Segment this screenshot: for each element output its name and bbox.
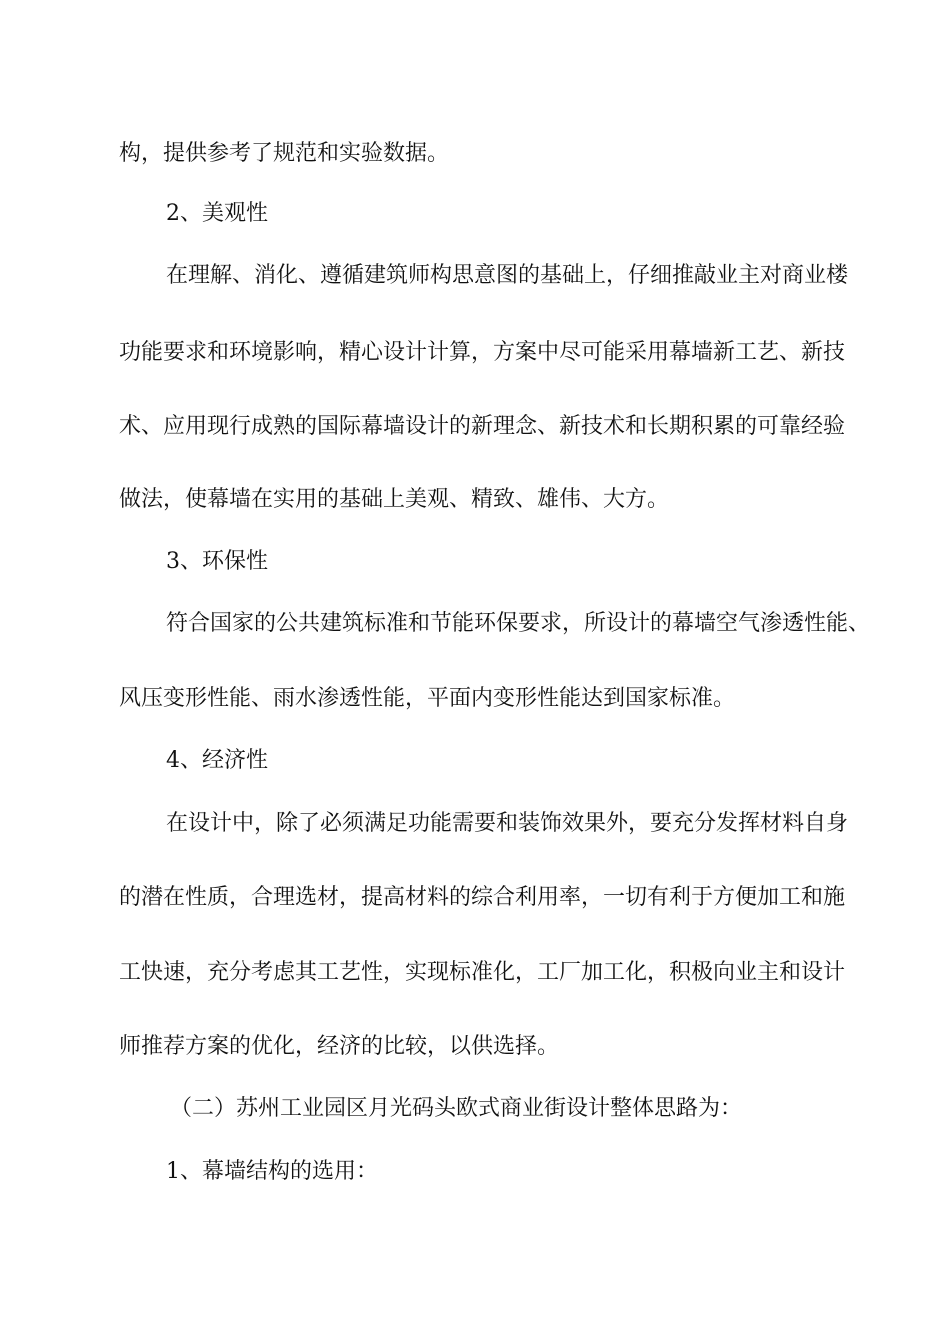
paragraph-line: 功能要求和环境影响，精心设计计算，方案中尽可能采用幕墙新工艺、新技 [119,340,846,365]
paragraph-line: 工快速，充分考虑其工艺性，实现标准化，工厂加工化，积极向业主和设计 [119,960,846,985]
subsection-heading: （二）苏州工业园区月光码头欧式商业街设计整体思路为： [170,1096,743,1121]
paragraph-line: 在设计中，除了必须满足功能需要和装饰效果外，要充分发挥材料自身 [166,811,849,836]
paragraph-line: 做法，使幕墙在实用的基础上美观、精致、雄伟、大方。 [119,487,670,512]
section-heading-aesthetics: 2、美观性 [166,201,268,226]
paragraph-line: 符合国家的公共建筑标准和节能环保要求，所设计的幕墙空气渗透性能、 [166,611,871,636]
paragraph-line: 在理解、消化、遵循建筑师构思意图的基础上，仔细推敲业主对商业楼 [166,263,849,288]
section-heading-curtain-wall-structure: 1、幕墙结构的选用： [166,1159,378,1184]
paragraph-line: 的潜在性质，合理选材，提高材料的综合利用率，一切有利于方便加工和施 [119,885,846,910]
paragraph-line: 构，提供参考了规范和实验数据。 [119,141,450,166]
paragraph-line: 术、应用现行成熟的国际幕墙设计的新理念、新技术和长期积累的可靠经验 [119,414,846,439]
paragraph-line: 师推荐方案的优化，经济的比较，以供选择。 [119,1034,560,1059]
section-heading-environmental: 3、环保性 [166,549,268,574]
paragraph-line: 风压变形性能、雨水渗透性能，平面内变形性能达到国家标准。 [119,686,736,711]
section-heading-economy: 4、经济性 [166,748,268,773]
